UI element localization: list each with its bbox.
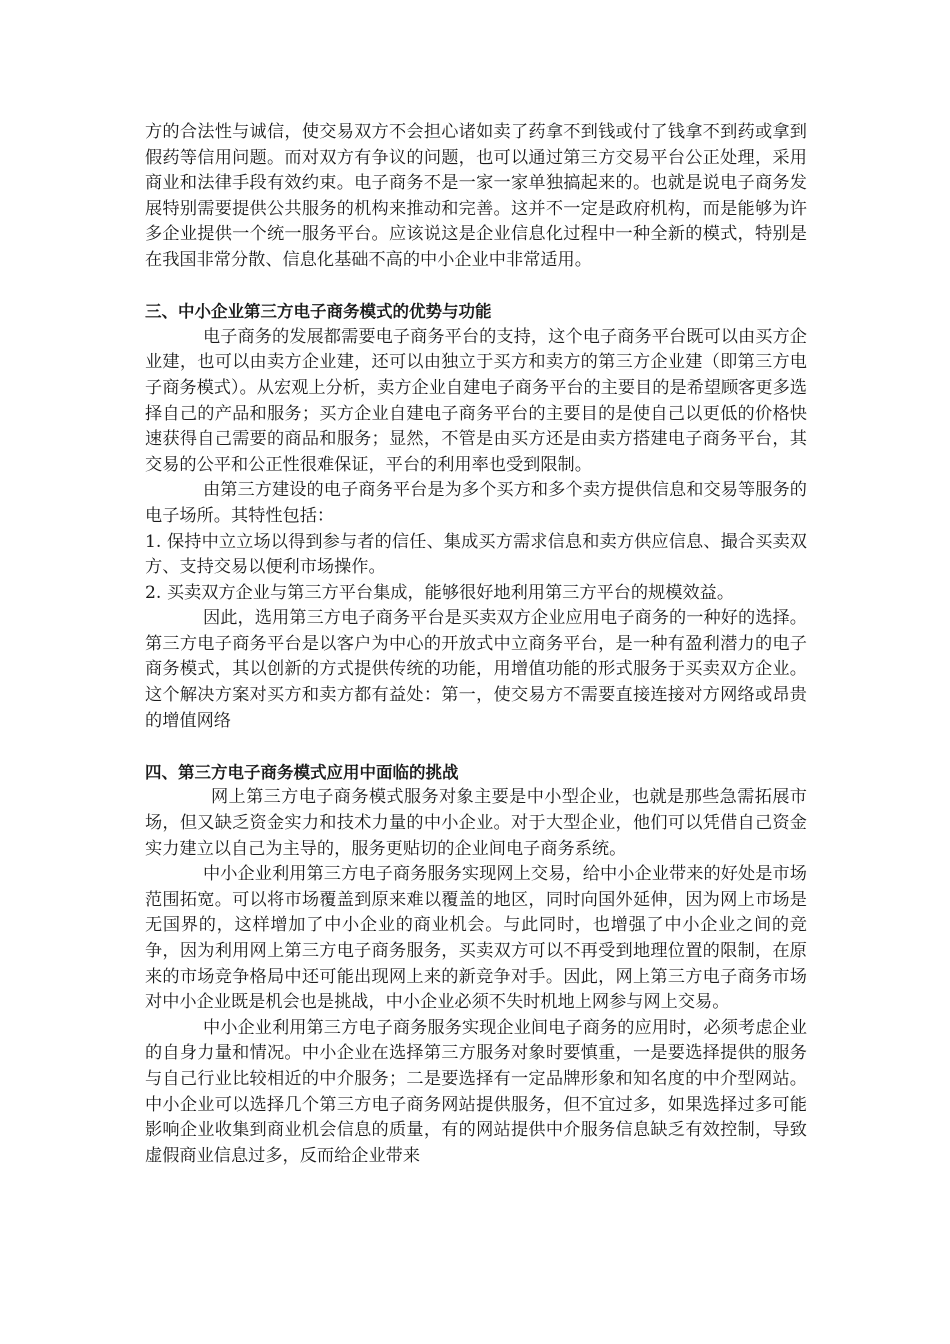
section-4-paragraph-1: 网上第三方电子商务模式服务对象主要是中小型企业，也就是那些急需拓展市场，但又缺乏资金实力和技术力量的中小企业。对于大型企业，他们可以凭借自己资金实力建立以自己为主导的，服务更贴切的企业间电子商务系统。 [145, 787, 807, 859]
section-4-heading: 四、第三方电子商务模式应用中面临的挑战 [145, 762, 459, 782]
section-3-paragraph-2: 由第三方建设的电子商务平台是为多个买方和多个卖方提供信息和交易等服务的电子场所。其特性包括： [145, 480, 807, 526]
paragraph-continuation: 方的合法性与诚信，使交易双方不会担心诸如卖了药拿不到钱或付了钱拿不到药或拿到假药等信用问题。而对双方有争议的问题，也可以通过第三方交易平台公正处理，采用商业和法律手段有效约束。电子商务不是一家一家单独搞起来的。也就是说电子商务发展特别需要提供公共服务的机构来推动和完善。这并不一定是政府机构，而是能够为许多企业提供一个统一服务平台。应该说这是企业信息化过程中一种全新的模式，特别是在我国非常分散、信息化基础不高的中小企业中非常适用。 [145, 122, 807, 270]
section-3-list-item-2: 2. 买卖双方企业与第三方平台集成，能够很好地利用第三方平台的规模效益。 [145, 582, 735, 603]
section-3-paragraph-3: 因此，选用第三方电子商务平台是买卖双方企业应用电子商务的一种好的选择。第三方电子商务平台是以客户为中心的开放式中立商务平台，是一种有盈利潜力的电子商务模式，其以创新的方式提供传统的功能，用增值功能的形式服务于买卖双方企业。这个解决方案对买方和卖方都有益处：第一，使交易方不需要直接连接对方网络或昂贵的增值网络 [145, 608, 807, 731]
document-page [145, 120, 807, 1169]
section-4-paragraph-2: 中小企业利用第三方电子商务服务实现网上交易，给中小企业带来的好处是市场范围拓宽。可以将市场覆盖到原来难以覆盖的地区，同时向国外延伸，因为网上市场是无国界的，这样增加了中小企业的商业机会。与此同时，也增强了中小企业之间的竞争，因为利用网上第三方电子商务服务，买卖双方可以不再受到地理位置的限制，在原来的市场竞争格局中还可能出现网上来的新竞争对手。因此，网上第三方电子商务市场对中小企业既是机会也是挑战，中小企业必须不失时机地上网参与网上交易。 [145, 864, 807, 1013]
section-3-heading: 三、中小企业第三方电子商务模式的优势与功能 [145, 302, 492, 322]
section-3-paragraph-1: 电子商务的发展都需要电子商务平台的支持，这个电子商务平台既可以由买方企业建，也可以由卖方企业建，还可以由独立于买方和卖方的第三方企业建（即第三方电子商务模式）。从宏观上分析，卖方企业自建电子商务平台的主要目的是希望顾客更多选择自己的产品和服务；买方企业自建电子商务平台的主要目的是使自己以更低的价格快速获得自己需要的商品和服务；显然，不管是由买方还是由卖方搭建电子商务平台，其交易的公平和公正性很难保证，平台的利用率也受到限制。 [145, 326, 807, 475]
section-3-list-item-1: 1. 保持中立立场以得到参与者的信任、集成买方需求信息和卖方供应信息、撮合买卖双方、支持交易以便利市场操作。 [145, 531, 807, 578]
section-4-paragraph-3: 中小企业利用第三方电子商务服务实现企业间电子商务的应用时，必须考虑企业的自身力量和情况。中小企业在选择第三方服务对象时要慎重，一是要选择提供的服务与自己行业比较相近的中介服务；二是要选择有一定品牌形象和知名度的中介型网站。中小企业可以选择几个第三方电子商务网站提供服务，但不宜过多，如果选择过多可能影响企业收集到商业机会信息的质量，有的网站提供中介服务信息缺乏有效控制，导致虚假商业信息过多，反而给企业带来 [145, 1017, 807, 1166]
